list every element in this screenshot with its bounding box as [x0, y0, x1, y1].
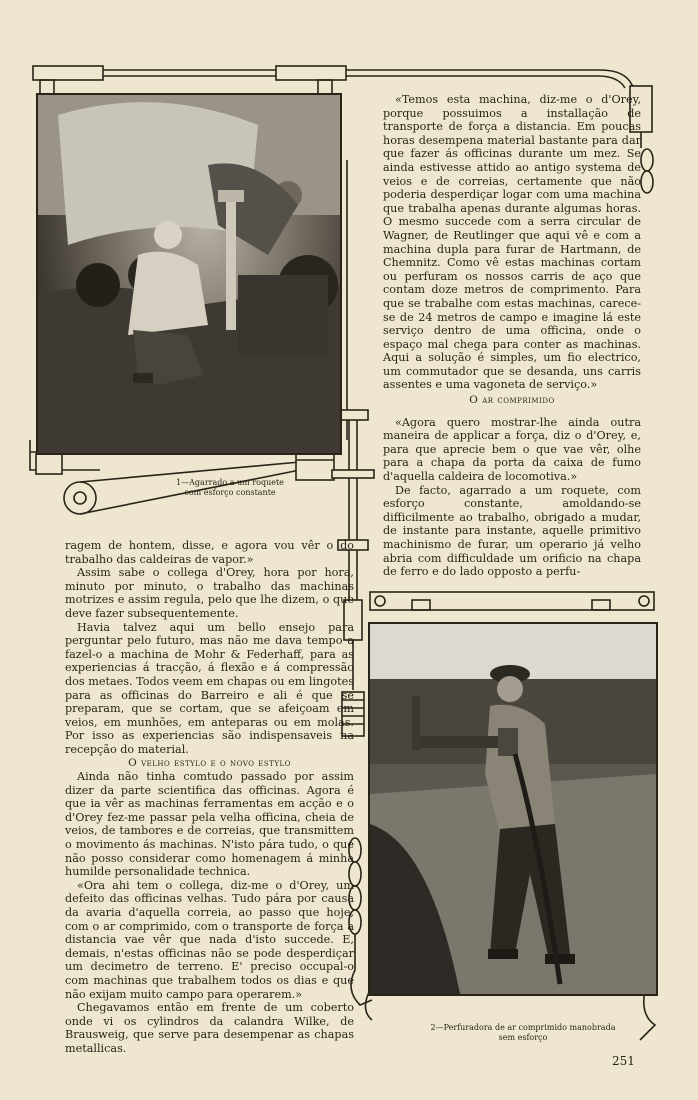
right-paragraph-2: «Agora quero mostrar-lhe ainda outra maneira de applicar a força, diz o d'Orey, e, para que aprecie bem o que vae vêr, olhe para a chapa da porta da caixa de fumo d'aquella caldeira de locomotiva.»	[383, 415, 641, 483]
right-paragraph-1: «Temos esta machina, diz-me o d'Orey, porque possuimos a installação de transporte de força a distancia. Em poucas horas desempena material bastante para dar que fazer ás officinas durante um mez. Se ainda estivesse attido ao antigo systema de veios e de correias, certamente que não poderia desperdiçar logar com uma machina que trabalha apenas durante algumas horas. O mesmo succede com a serra circular de Wagner, de Reutlinger que aqui vê e com a machina dupla para furar de Hartmann, de Chemnitz. Como vê estas machinas cortam ou perfuram os nossos carris de aço que contam doze metros de comprimento. Para que se trabalhe com estas machinas, carece-se de 24 metros de campo e imagine lá este serviço dentro de uma officina, onde o espaço mal chega para conter as machinas. Aqui a solução é simples, um fio electrico, um commutador que se desanda, uns carris assentes e uma vagoneta de serviço.»	[383, 93, 641, 392]
right-column-text-lower	[383, 394, 641, 579]
left-column-text	[65, 539, 354, 1056]
left-paragraph-4: Ainda não tinha comtudo passado por assim dizer da parte scientifica das officinas. Agora é que ia vêr as machinas ferramentas em acção e o d'Orey fez-me passar pela velha officina, cheia de veios, de tambores e de correias, que transmittem o movimento ás machinas. N'isto pára tudo, o que não posso considerar como homenagem á minha humilde personalidade technica.	[65, 770, 354, 879]
right-column-text	[383, 93, 641, 392]
photo2-illustration	[370, 624, 656, 994]
figure1-caption-line2: com esforço constante	[184, 488, 276, 497]
left-paragraph-2: Assim sabe o collega d'Orey, hora por hora, minuto por minuto, o trabalho das machinas motrizes e assim regula, pelo que lhe dizem, o que deve fazer subsequentemente.	[65, 566, 354, 620]
subhead-ar-comprimido: O ar comprimido	[469, 394, 555, 406]
figure2-caption	[398, 1023, 648, 1043]
left-paragraph-1: ragem de hontem, disse, e agora vou vêr o do trabalho das caldeiras de vapor.»	[65, 539, 354, 566]
left-paragraph-6: Chegavamos então em frente de um coberto onde vi os cylindros da calandra Wilke, de Brausweig, que serve para desempenar as chapas metallicas.	[65, 1001, 354, 1055]
photo-worker-ratchet	[36, 93, 342, 455]
right-paragraph-3: De facto, agarrado a um roquete, com esforço constante, amoldando-se difficilmente ao trabalho, obrigado a mudar, de instante para instante, aquelle primitivo machinismo de furar, um operario já velho abria com difficuldade um orificio na chapa de ferro e do lado opposto a perfu-	[383, 483, 641, 579]
left-paragraph-3: Havia talvez aqui um bello ensejo para perguntar pelo futuro, mas não me dava tempo a fazel-o a machina de Mohr & Federhaff, para as experiencias á tracção, á flexão e á compressão dos metaes. Todos veem em chapas ou em lingotes para as officinas do Barreiro e ali é que se preparam, que se cortam, que se afeiçoam em veios, em munhões, em anteparas ou em molas. Por isso as experiencias são indispensaveis na recepção do material.	[65, 620, 354, 756]
figure1-caption-line1: 1—Agarrado a um roquete	[176, 478, 284, 487]
figure1-caption	[150, 478, 310, 498]
photo-worker-pneumatic-drill	[368, 622, 658, 996]
subhead-velho-estylo: O velho estylo e o novo estylo	[128, 756, 291, 769]
page-number: 251	[612, 1054, 635, 1068]
photo1-illustration	[38, 95, 340, 453]
figure2-caption-line2: sem esforço	[498, 1033, 548, 1042]
left-paragraph-5: «Ora ahi tem o collega, diz-me o d'Orey, um defeito das officinas velhas. Tudo pára por causa da avaria d'aquella correia, ao passo que hoje, com o ar comprimido, com o transporte de força a distancia vae vêr que nada d'isto succede. E, demais, n'estas officinas não se pode desperdiçar um decimetro de terreno. E' preciso occupal-o com machinas que trabalhem todos os dias e que não exijam muito campo para operarem.»	[65, 878, 354, 1001]
figure2-caption-line1: 2—Perfuradora de ar comprimido manobrada	[430, 1023, 616, 1032]
